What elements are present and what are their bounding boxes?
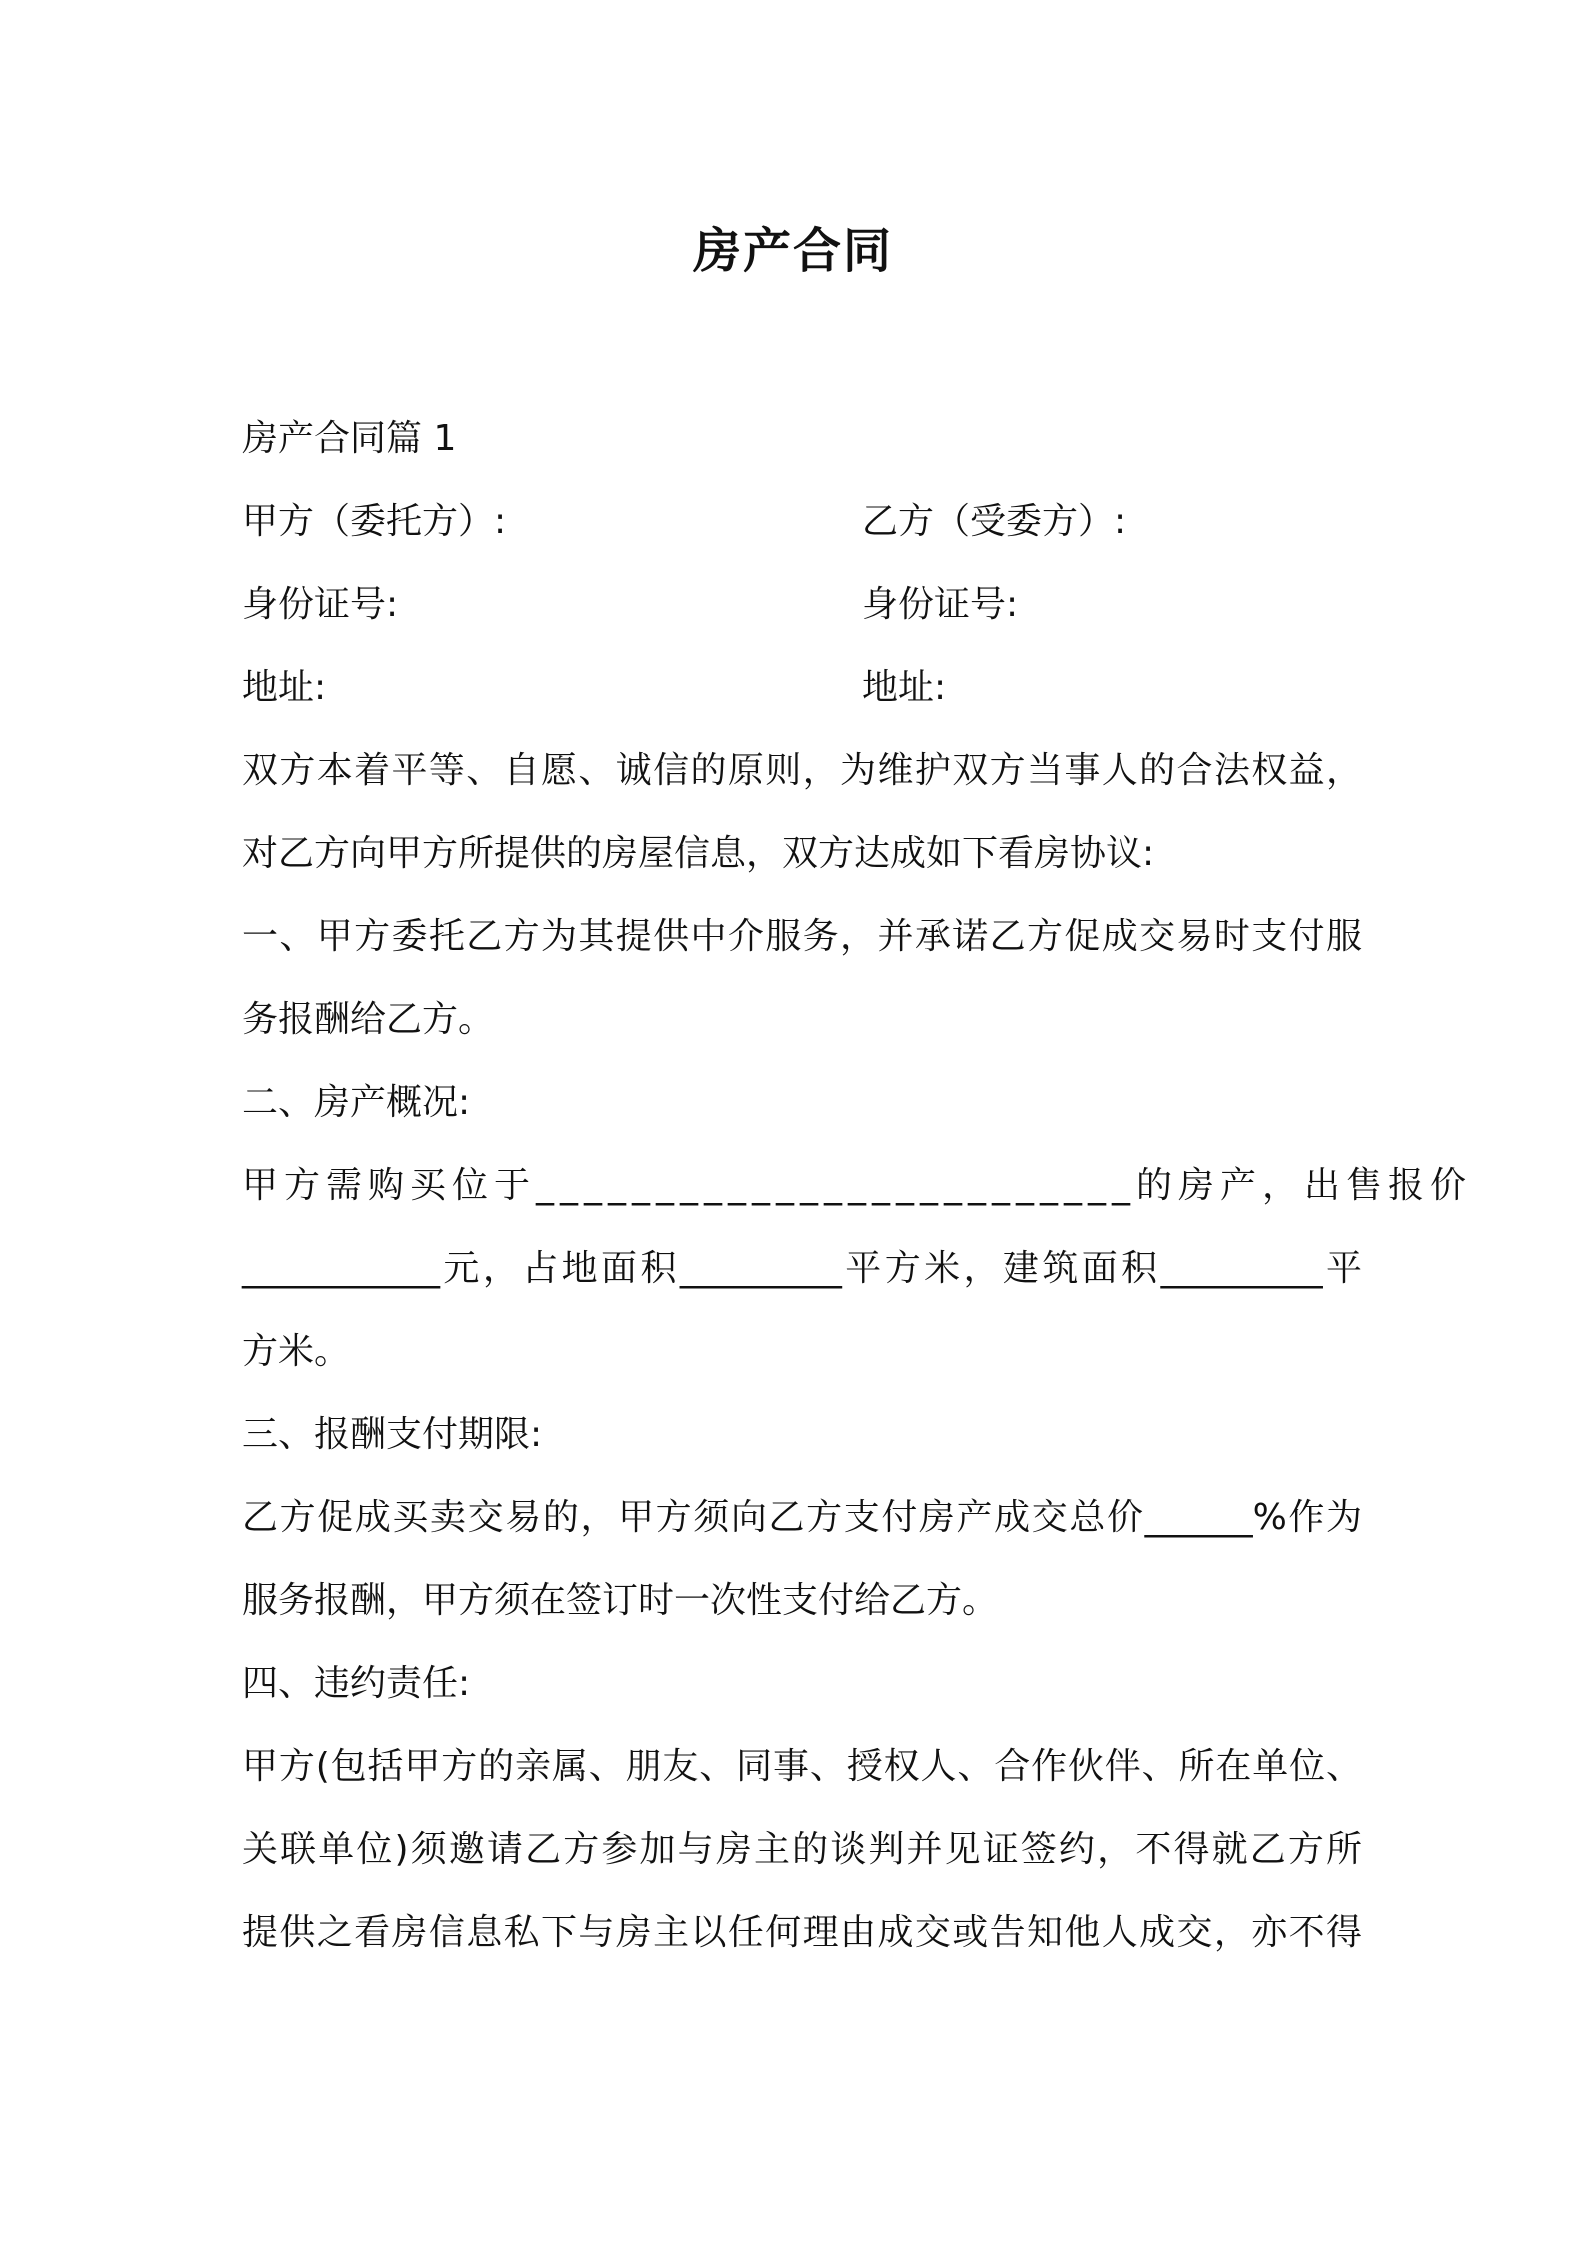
party-b-id-label: 身份证号:	[862, 584, 1019, 625]
clause4-heading: 四、违约责任:	[242, 1663, 471, 1704]
party-a-label: 甲方（委托方）:	[242, 501, 507, 542]
clause2-heading: 二、房产概况:	[242, 1082, 471, 1123]
clause1-line: 务报酬给乙方。	[242, 999, 495, 1040]
intro-line: 对乙方向甲方所提供的房屋信息，双方达成如下看房协议:	[242, 833, 1155, 874]
clause3-heading: 三、报酬支付期限:	[242, 1414, 543, 1455]
party-b-address-label: 地址:	[862, 667, 947, 708]
intro-line: 双方本着平等、自愿、诚信的原则，为维护双方当事人的合法权益，	[242, 750, 1362, 791]
clause2-line: 甲方需购买位于_________________________的房产，出售报价	[242, 1165, 1473, 1206]
clause2-line: 方米。	[242, 1331, 351, 1372]
document-title: 房产合同	[692, 223, 893, 279]
party-a-id-label: 身份证号:	[242, 584, 399, 625]
clause3-line: 乙方促成买卖交易的，甲方须向乙方支付房产成交总价______%作为	[242, 1497, 1362, 1538]
clause4-line: 关联单位)须邀请乙方参加与房主的谈判并见证签约，不得就乙方所	[242, 1829, 1362, 1870]
party-a-address-label: 地址:	[242, 667, 327, 708]
clause4-line: 甲方(包括甲方的亲属、朋友、同事、授权人、合作伙伴、所在单位、	[242, 1746, 1362, 1787]
clause4-line: 提供之看房信息私下与房主以任何理由成交或告知他人成交，亦不得	[242, 1912, 1362, 1953]
clause2-line: ___________元，占地面积_________平方米，建筑面积_________平	[242, 1248, 1362, 1289]
clause3-line: 服务报酬，甲方须在签订时一次性支付给乙方。	[242, 1580, 999, 1621]
section-label: 房产合同篇 1	[242, 418, 457, 459]
clause1-line: 一、甲方委托乙方为其提供中介服务，并承诺乙方促成交易时支付服	[242, 916, 1362, 957]
party-b-label: 乙方（受委方）:	[862, 501, 1127, 542]
